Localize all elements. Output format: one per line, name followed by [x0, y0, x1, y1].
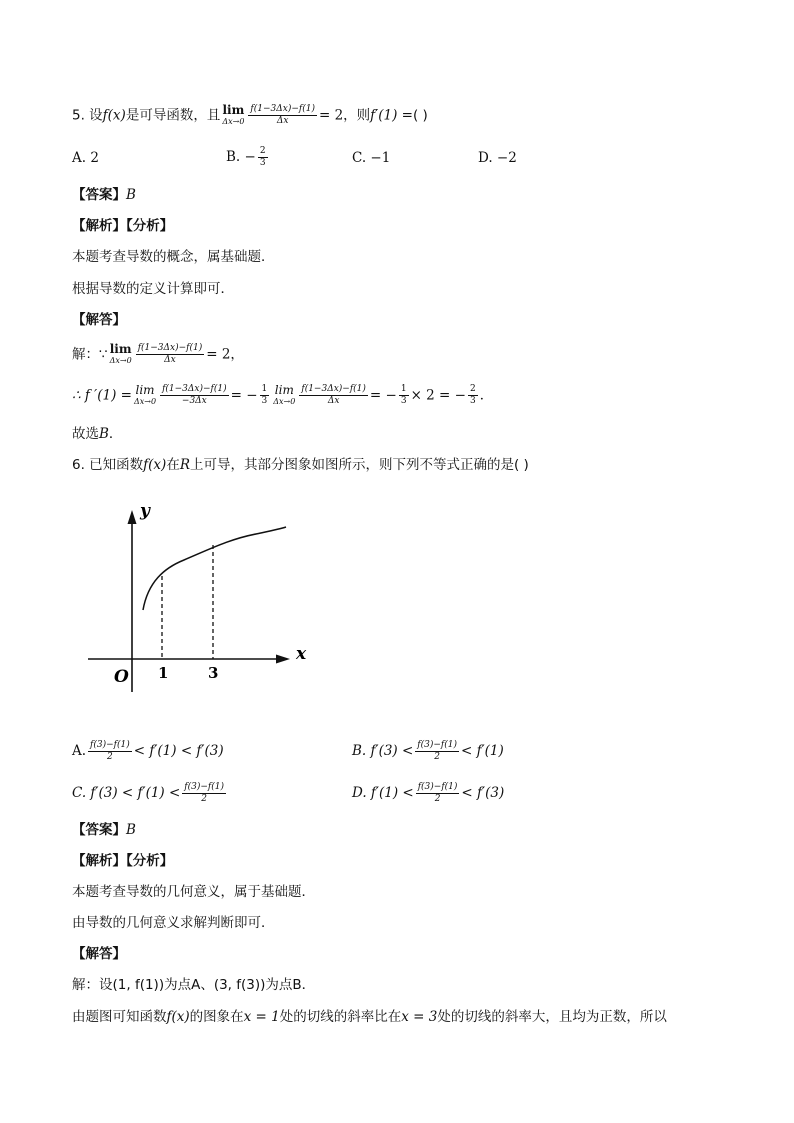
q5-option-a: A. 2	[72, 150, 99, 166]
q6-option-a: A. $\frac{f(3)-f(1)}{2}$ < f′(1) < f′(3)	[72, 740, 224, 762]
q5-solution-1: 解：∵ lim Δx→0 $\frac{f(1-3\Delta x)-f(1)}{\Delta x}$ = 2，	[72, 341, 244, 365]
q5-target: f′(1) =	[370, 107, 413, 124]
x-axis-arrow	[276, 655, 290, 664]
tick-3-label: 3	[208, 664, 219, 682]
q6-analysis-2: 由导数的几何意义求解判断即可．	[72, 915, 275, 931]
q5-limit: lim Δx→0	[222, 102, 245, 126]
q5-solution-2: ∴ f ′(1) = lim Δx→0 $\frac{f(1-3\Delta x)-f(1)}{-3\Delta x}$ = − $\frac{1}{3}$ lim Δx→0 $\frac{f(1-3\Delta x)-f(1)}{\Delta x}$ = − $\frac{1}{3}$ × 2 = − $\frac{2}{3}$ ．	[72, 382, 494, 406]
q5-conclusion: 故选B．	[72, 426, 123, 442]
q6-analysis-label: 【解析】【分析】	[72, 853, 174, 869]
q5-fraction: $\frac{f(1-3\Delta x)-f(1)}{\Delta x}$	[250, 104, 315, 126]
q6-option-c: C. f′(3) < f′(1) < $\frac{f(3)-f(1)}{2}$	[72, 782, 224, 804]
q6-solution-1: 解：设(1, f(1))为点A、(3, f(3))为点B．	[72, 977, 316, 993]
q5-analysis-1: 本题考查导数的概念，属基础题．	[72, 249, 275, 265]
q6-analysis-1: 本题考查导数的几何意义，属于基础题．	[72, 884, 315, 900]
q5-fx: f(x)	[102, 107, 126, 124]
q5-analysis-label: 【解析】【分析】	[72, 218, 174, 234]
q6-answer: 【答案】B	[72, 822, 136, 838]
origin-label: O	[114, 667, 129, 687]
q5-option-b: B. − $\frac{2}{3}$	[226, 146, 266, 168]
q5-paren: ( )	[412, 107, 428, 124]
q5-number: 5. 设	[72, 107, 103, 124]
y-label: y	[140, 501, 150, 521]
q5-option-d: D. −2	[478, 150, 517, 166]
q6-option-d: D. f′(1) < $\frac{f(3)-f(1)}{2}$ < f′(3)	[352, 782, 505, 804]
q5-text: 是可导函数，且	[125, 107, 221, 124]
q6-stem: 6. 已知函数f(x)在R上可导，其部分图象如图所示，则下列不等式正确的是( )	[72, 457, 529, 473]
q5-solution-label: 【解答】	[72, 312, 126, 328]
q5-option-c: C. −1	[352, 150, 391, 166]
q5-analysis-2: 根据导数的定义计算即可．	[72, 281, 234, 297]
function-curve	[143, 527, 286, 610]
tick-1-label: 1	[158, 664, 169, 682]
q6-option-b: B. f′(3) < $\frac{f(3)-f(1)}{2}$ < f′(1)	[352, 740, 504, 762]
q6-function-graph	[80, 492, 320, 702]
y-axis-arrow	[128, 510, 137, 524]
q6-solution-label: 【解答】	[72, 946, 126, 962]
q5-stem	[72, 104, 428, 127]
q5-rhs: = 2，则	[318, 107, 371, 124]
x-label: x	[296, 644, 307, 664]
q6-solution-2: 由题图可知函数f(x)的图象在x = 1处的切线的斜率比在x = 3处的切线的斜率大，且均为正数，所以	[72, 1009, 667, 1025]
q5-answer: 【答案】B	[72, 187, 136, 203]
